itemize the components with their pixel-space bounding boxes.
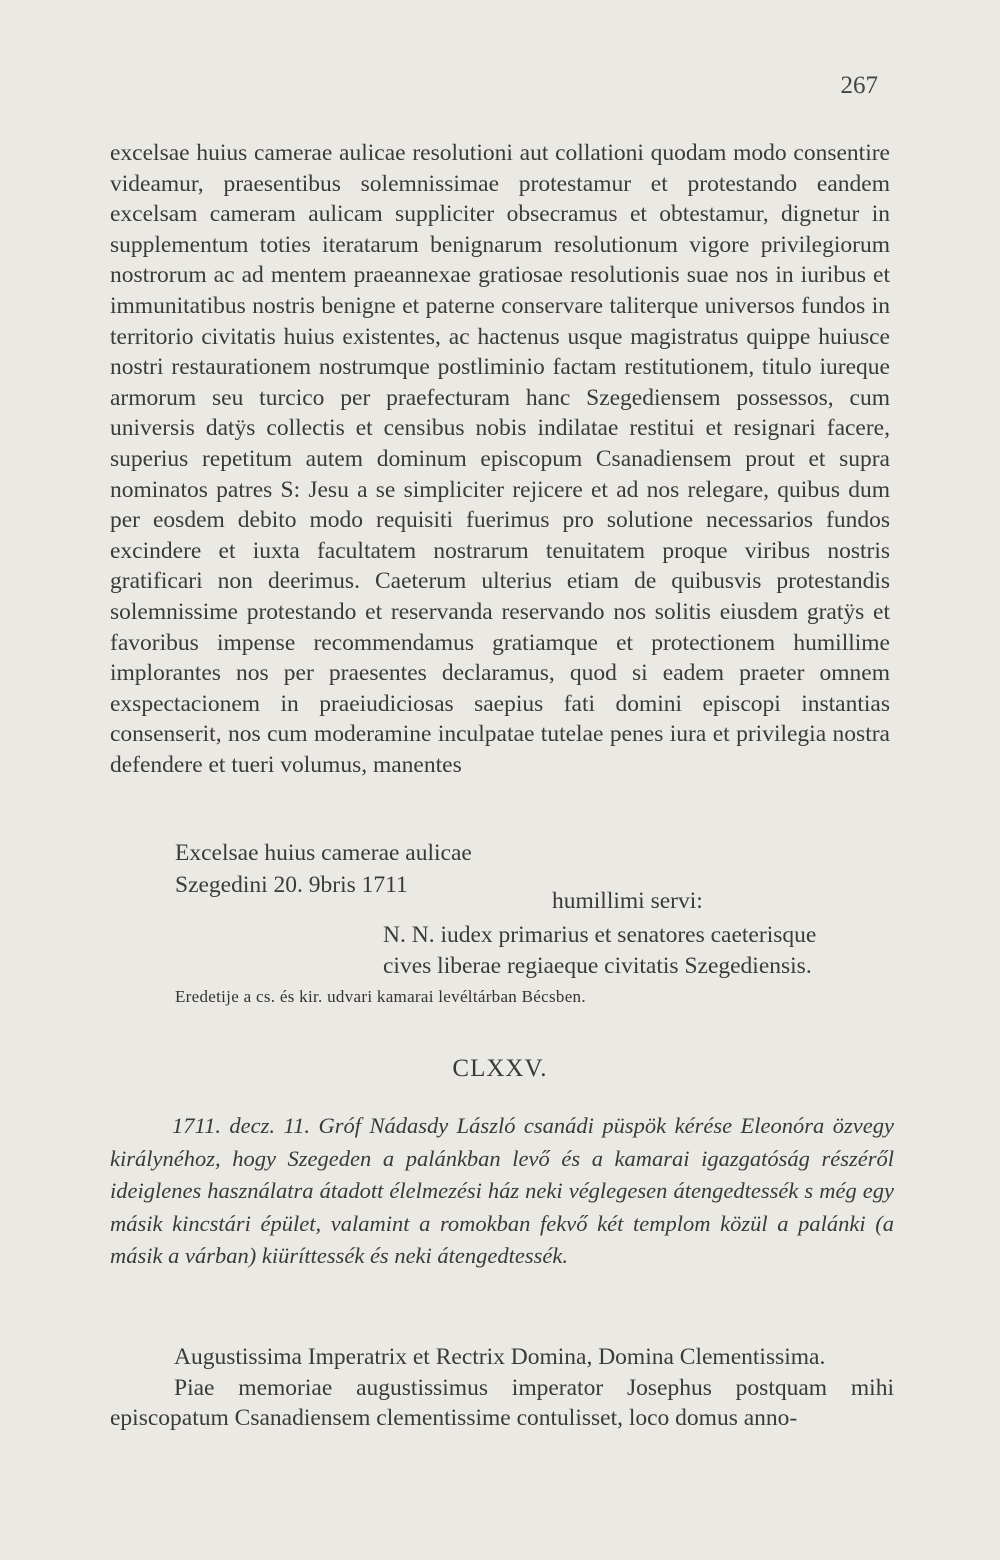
main-body-text xyxy=(110,138,890,780)
letter-text xyxy=(110,1342,894,1434)
letter-opening: Piae memoriae augustissimus imperator Josephus postquam mihi episcopatum Csanadiensem clementissime contulisset, loco domus anno- xyxy=(110,1374,894,1431)
signature-line-2: N. N. iudex primarius et senatores caeterisque xyxy=(383,922,817,948)
closing-line-1: Excelsae huius camerae aulicae xyxy=(175,840,472,866)
letter-salutation: Augustissima Imperatrix et Rectrix Domina, Domina Clementissima. xyxy=(174,1344,826,1370)
signature-line-1: humillimi servi: xyxy=(552,888,703,914)
document-number-heading: CLXXV. xyxy=(452,1055,548,1082)
document-summary-italic: 1711. decz. 11. Gróf Nádasdy László csanádi püspök kérése Eleonóra özvegy királynéhoz, hogy Szegeden a palánkban levő és a kamarai igazgatóság részéről ideiglenes használatra átadott élelmezési ház neki véglegesen átengedtessék s még egy másik kincstári épület, valamint a romokban fekvő két templom közül a palánki (a másik a várban) kiüríttessék és neki átengedtessék. xyxy=(110,1113,894,1268)
signature-line-3: cives liberae regiaeque civitatis Szegediensis. xyxy=(383,953,812,979)
source-note: Eredetije a cs. és kir. udvari kamarai levéltárban Bécsben. xyxy=(175,987,586,1006)
page-number: 267 xyxy=(840,72,878,99)
body-paragraph: excelsae huius camerae aulicae resolutioni aut collationi quodam modo consentire videamur, praesentibus solemnissimae protestamur et protestando eandem excelsam cameram aulicam suppliciter obsecramus et obtestamur, dignetur in supplementum toties iteratarum benignarum resolutionum vigore privilegiorum nostrorum ac ad mentem praeannexae gratiosae resolutionis suae nos in iuribus et immunitatibus nostris benigne et paterne conservare taliterque universos fundos in territorio civitatis huius existentes, ac hactenus usque magistratus quippe huiusce nostri restaurationem nostrumque postliminio factam restitutionem, titulo iureque armorum seu turcico per praefecturam hanc Szegediensem possessos, cum universis datÿs collectis et censibus nobis indilatae restitui et resignari facere, superius repetitum autem dominum episcopum Csanadiensem prout et supra nominatos patres S: Jesu a se simpliciter rejicere et ad nos relegare, quibus dum per eosdem debito modo requisiti fuerimus pro solutione necessarios fundos excindere et iuxta facultatem nostrarum tenuitatem proque viribus nostris gratificari non deerimus. Caeterum ulterius etiam de quibusvis protestandis solemnissime protestando et reservanda reservando nos solitis eiusdem gratÿs et favoribus impense recommendamus gratiamque et protectionem humillime implorantes nos per praesentes declaramus, quod si eadem praeter omnem exspectacionem in praeiudiciosas saepius fati domini episcopi instantias consenserit, nos cum moderamine inculpatae tutelae penes iura et privilegia nostra defendere et tueri volumus, manentes xyxy=(110,140,890,778)
closing-date: Szegedini 20. 9bris 1711 xyxy=(175,872,408,898)
